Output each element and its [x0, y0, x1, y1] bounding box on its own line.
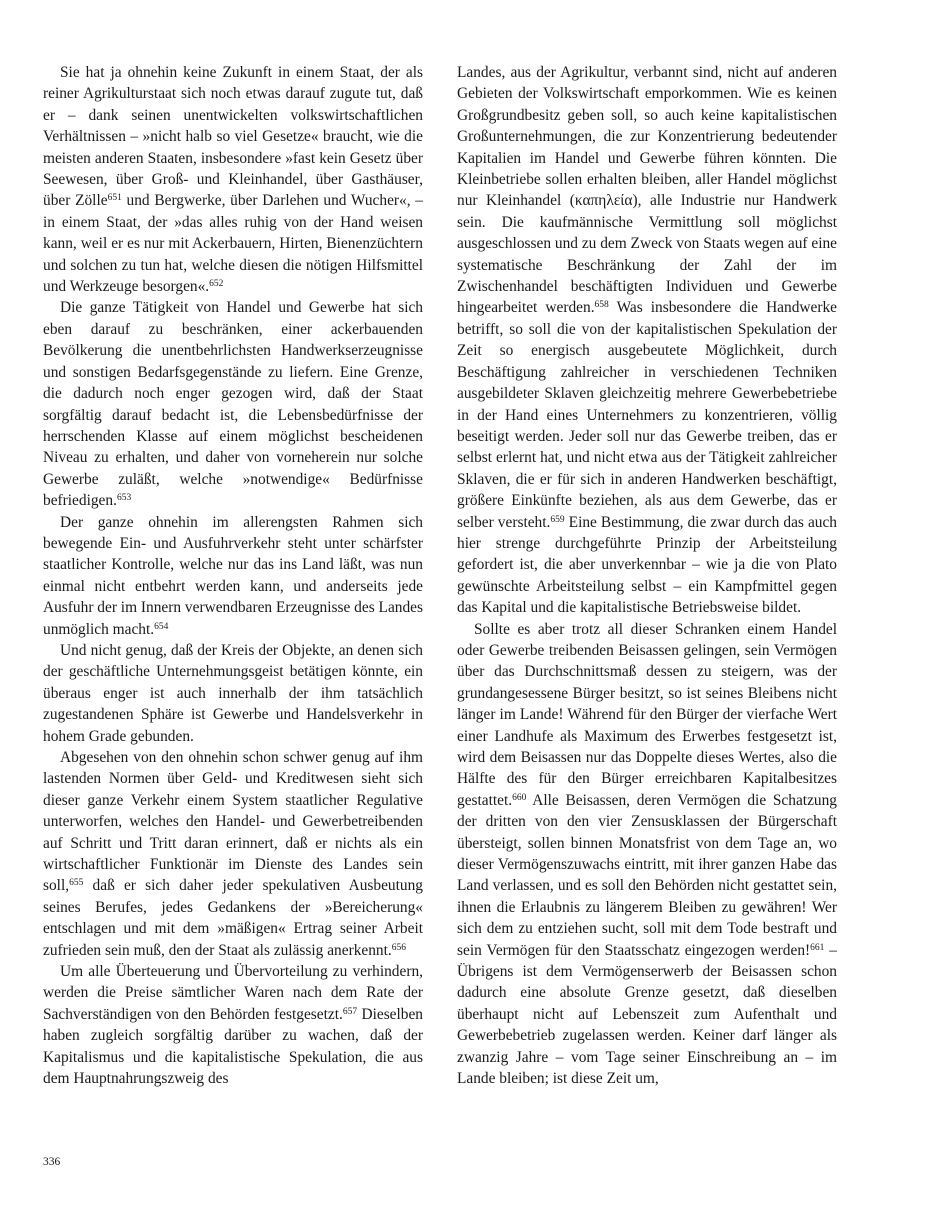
right-column [457, 62, 837, 1090]
page-number: 336 [43, 1156, 61, 1168]
paragraph: Die ganze Tätigkeit von Handel und Gewerbe hat sich eben darauf zu beschränken, einer ackerbauenden Bevölkerung die unentbehrlichsten Handwerkserzeugnisse und sonstigen Bedarfsgegenstände zu liefern. Eine Grenze, die dadurch noch enger gezogen wird, daß der Staat sorgfältig darauf bedacht ist, die Lebensbedürfnisse der herrschenden Klasse auf einem möglichst bescheidenen Niveau zu erhalten, und daher von vorneherein nur solche Gewerbe zuläßt, welche »notwendige« Bedürfnisse befriedigen.$^{653}$ [43, 299, 423, 510]
footnote-ref[interactable]: 661 [810, 942, 825, 953]
footnote-ref[interactable]: 656 [391, 942, 406, 953]
footnote-ref[interactable]: 657 [342, 1006, 358, 1017]
footnote-ref[interactable]: 651 [107, 193, 122, 204]
paragraph: Und nicht genug, daß der Kreis der Objekte, an denen sich der geschäftliche Unternehmungsgeist betätigen könnte, ein überaus enger ist auch innerhalb der ihm tatsächlich zugestandenen Sphäre ist Gewerbe und Handelsverkehr in hohem Grade gebunden. [43, 641, 423, 745]
paragraph: Um alle Überteuerung und Übervorteilung zu verhindern, werden die Preise sämtlicher Waren nach dem Rate der Sachverständigen von den Behörden festgesetzt.$^{657}$ Dieselben haben zugleich sorgfältig darüber zu wachen, daß der Kapitalismus und die kapitalistische Spekulation, die aus dem Hauptnahrungszweig des [43, 963, 424, 1088]
footnote-ref[interactable]: 660 [512, 792, 527, 803]
footnote-ref[interactable]: 652 [209, 279, 224, 290]
paragraph: Sie hat ja ohnehin keine Zukunft in einem Staat, der als reiner Agrikulturstaat sich noch etwas darauf zugute tut, daß er – dank seinen unentwickelten volkswirtschaftlichen Verhältnissen – »nicht halb so viel Gesetze« braucht, wie die meisten anderen Staaten, insbesondere »fast kein Gesetz über Seewesen, über Groß- und Kleinhandel, über Gasthäuser, über Zölle$^{651}$ und Bergwerke, über Darlehen und Wucher«, – in einem Staat, der »das alles ruhig von der Hand weisen kann, weil er es nur mit Ackerbauern, Hirten, Bienenzüchtern und solchen zu tun hat, welche diesen die nötigen Hilfsmittel und Werkzeuge besorgen«.$^{652}$ [43, 64, 423, 296]
paragraph-continued: Landes, aus der Agrikultur, verbannt sind, nicht auf anderen Gebieten der Volkswirtschaft emporkommen. Wie es keinen Großgrundbesitz geben soll, so auch keine kapitalistischen Großunternehmungen, die zur Konzentrierung bedeutender Kapitalien im Handel und Gewerbe führen könnten. Die Kleinbetriebe sollen erhalten bleiben, aller Handel möglichst nur Kleinhandel (καπηλεία), alle Industrie nur Handwerk sein. Die kaufmännische Vermittlung soll möglichst ausgeschlossen und zu dem Zweck von Staats wegen auf eine systematische Beschränkung der Zahl der im Zwischenhandel beschäftigten Individuen und Gewerbe hingearbeitet werden.$^{658}$ Was insbesondere die Handwerke betrifft, so soll die von der kapitalistischen Spekulation der Zeit so energisch ausgebeutete Möglichkeit, durch Beschäftigung zahlreicher in verschiedenen Techniken ausgebildeter Sklaven gleichzeitig mehrere Gewerbebetriebe in der Hand eines Unternehmers zu konzentrieren, völlig beseitigt werden. Jeder soll nur das Gewerbe treiben, das er selbst erlernt hat, und nicht etwa aus der Tätigkeit zahlreicher Sklaven, die er für sich in anderen Handwerken beschäftigt, größere Einkünfte beziehen, als aus dem Gewerbe, das er selber versteht.$^{659}$ Eine Bestimmung, die zwar durch das auch hier strenge durchgeführte Prinzip der Arbeitsteilung gefordert ist, die aber unverkennbar – wie ja die von Plato gewünschte Arbeitsteilung selbst – ein Kampfmittel gegen das Kapital und die kapitalistische Betriebsweise bildet. [457, 64, 838, 617]
paragraph: Abgesehen von den ohnehin schon schwer genug auf ihm lastenden Normen über Geld- und Kreditwesen sieht sich dieser ganze Verkehr einem System staatlicher Regulative unterworfen, welches den Handel- und Gewerbetreibenden auf Schritt und Tritt daran erinnert, daß er nichts als ein wirtschaftlicher Funktionär im Dienste des Landes sein soll,$^{655}$ daß er sich daher jeder spekulativen Ausbeutung seines Berufes, jedes Gedankens der »Bereicherung« entschlagen und mit dem »mäßigen« Ertrag seiner Arbeit zufrieden sein muß, den der Staat als zulässig anerkennt.$^{656}$ [43, 749, 423, 959]
footnote-ref[interactable]: 654 [154, 621, 169, 632]
footnote-ref[interactable]: 659 [550, 514, 565, 525]
footnote-ref[interactable]: 658 [594, 300, 609, 311]
footnote-ref[interactable]: 655 [69, 878, 84, 889]
paragraph: Der ganze ohnehin im allerengsten Rahmen sich bewegende Ein- und Ausfuhrverkehr steht unter schärfster staatlicher Kontrolle, welche nur das ins Land läßt, was nun einmal nicht entbehrt werden kann, und anderseits jede Ausfuhr der im Innern verwendbaren Erzeugnisse des Landes unmöglich macht.$^{654}$ [43, 513, 423, 638]
left-column [43, 62, 423, 1090]
footnote-ref[interactable]: 653 [116, 493, 132, 504]
paragraph: Sollte es aber trotz all dieser Schranken einem Handel oder Gewerbe treibenden Beisassen gelingen, sein Vermögen über das Durchschnittsmaß dessen zu steigern, was der grundangesessene Bürger besitzt, so ist seines Bleibens nicht länger im Lande! Während für den Bürger der vierfache Wert einer Landhufe als Maximum des Erwerbes festgesetzt ist, wird dem Beisassen nur das Doppelte dieses Wertes, also die Hälfte des für den Bürger erreichbaren Kapitalbesitzes gestattet.$^{660}$ Alle Beisassen, deren Vermögen die Schatzung der dritten von den vier Zensusklassen der Bürgerschaft übersteigt, sollen binnen Monatsfrist von dem Tage an, wo dieser Vermögenszuwachs eintritt, mit ihrer ganzen Habe das Land verlassen, und es soll den Behörden nicht gestattet sein, ihnen die Erlaubnis zu längerem Bleiben zu gewähren! Wer sich dem zu entziehen sucht, soll mit dem Tode bestraft und sein Vermögen für den Staatsschatz eingezogen werden!$^{661}$ – Übrigens ist dem Vermögenserwerb der Beisassen schon dadurch eine absolute Grenze gesetzt, daß dieselben überhaupt nicht auf Lebenszeit zum Aufenthalt und Gewerbebetrieb zugelassen werden. Keiner darf länger als zwanzig Jahre – vom Tage seiner Einschreibung an – im Lande bleiben; ist diese Zeit um, [457, 620, 838, 1088]
